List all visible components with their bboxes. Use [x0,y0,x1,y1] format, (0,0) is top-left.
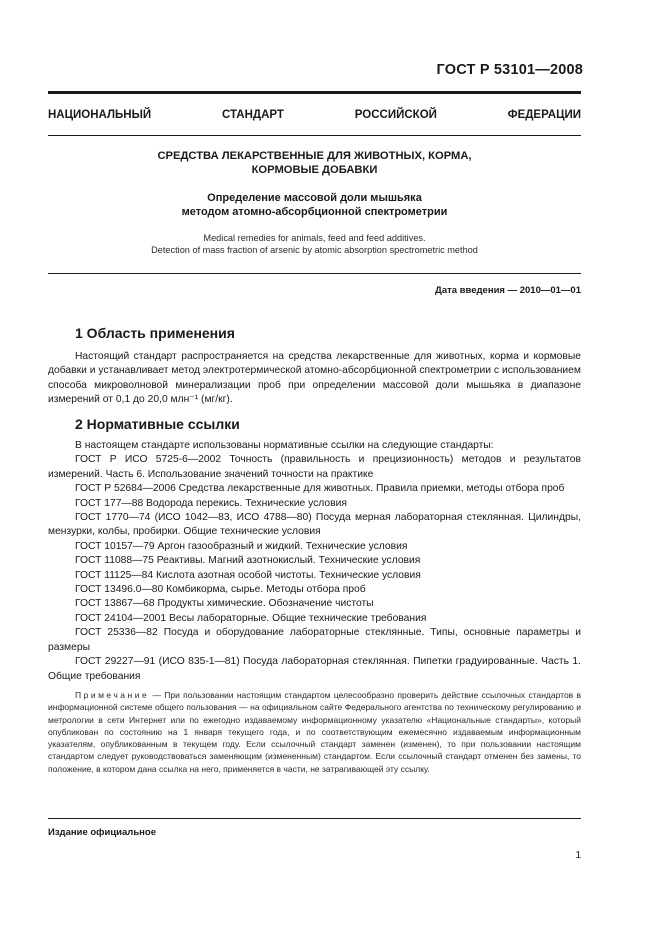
references-intro: В настоящем стандарте использованы нормативные ссылки на следующие стандарты: [75,440,494,451]
standard-number: ГОСТ Р 53101—2008 [436,62,583,78]
national-standard-heading: НАЦИОНАЛЬНЫЙ СТАНДАРТ РОССИЙСКОЙ ФЕДЕРАЦИИ [48,109,581,121]
note-label: Примечание [75,690,150,700]
reference-item: ГОСТ Р 52684—2006 Средства лекарственные для животных. Правила приемки, методы отбора проб [75,483,565,495]
english-title-line-2: Detection of mass fraction of arsenic by atomic absorption spectrometric method [151,245,478,255]
normative-references [48,439,581,684]
reference-item: ГОСТ 11088—75 Реактивы. Магний азотнокислый. Технические условия [75,555,421,567]
official-edition: Издание официальное [48,827,156,838]
reference-item: ГОСТ Р ИСО 5725-6—2002 Точность (правильность и прецизионность) методов и результатов измерений. Часть 6. Использование значений точности на практике [48,454,581,480]
header-rule [48,135,581,136]
reference-item: ГОСТ 24104—2001 Весы лабораторные. Общие технические требования [75,612,427,624]
document-subtitle [48,191,581,219]
english-title-line-1: Medical remedies for animals, feed and feed additives. [203,233,426,243]
section-1-text: Настоящий стандарт распространяется на средства лекарственные для животных, корма и кормовые добавки и устанавливает метод электротермической атомно-абсорбционной спектрометрии с использованием способа микроволновой минерализации проб при определении массовой доли мышьяка в диапазоне измерений от 0,1 до 20,0 млн⁻¹ (мг/кг). [48,351,581,406]
note-block [48,689,581,775]
reference-item: ГОСТ 177—88 Водорода перекись. Технические условия [75,497,347,509]
reference-item: ГОСТ 11125—84 Кислота азотная особой чистоты. Технические условия [75,569,421,581]
note-text: — При пользовании настоящим стандартом целесообразно проверить действие ссылочных стандартов в информационной системе общего пользования — на официальном сайте Федерального агентства по техническому регулированию и метрологии в сети Интернет или по ежегодно издаваемому информационному указателю «Национальные стандарты», который опубликован по состоянию на 1 января текущего года, и по соответствующим ежемесячно издаваемым информационным указателям, опубликованным в текущем году. Если ссылочный стандарт заменен (изменен), то при пользовании настоящим стандартом следует руководствоваться заменяющим (измененным) стандартом. Если ссылочный стандарт отменен без замены, то положение, в котором дана ссылка на него, применяется в части, не затрагивающей эту ссылку. [48,690,581,774]
top-rule [48,91,581,94]
effective-date: Дата введения — 2010—01—01 [435,285,581,296]
subtitle-line-2: методом атомно-абсорбционной спектрометрии [181,206,448,218]
reference-item: ГОСТ 13496.0—80 Комбикорма, сырье. Методы отбора проб [75,584,366,596]
reference-item: ГОСТ 13867—68 Продукты химические. Обозначение чистоты [75,598,374,610]
reference-item: ГОСТ 29227—91 (ИСО 835-1—81) Посуда лабораторная стеклянная. Пипетки градуированные. Часть 1. Общие требования [48,656,581,682]
reference-item: ГОСТ 10157—79 Аргон газообразный и жидкий. Технические условия [75,540,408,552]
footer-rule [48,818,581,819]
subtitle-line-1: Определение массовой доли мышьяка [207,192,422,204]
page-number: 1 [575,850,581,861]
reference-item: ГОСТ 25336—82 Посуда и оборудование лабораторные стеклянные. Типы, основные параметры и размеры [48,627,581,653]
reference-item: ГОСТ 1770—74 (ИСО 1042—83, ИСО 4788—80) Посуда мерная лабораторная стеклянная. Цилиндры, мензурки, колбы, пробирки. Общие технические условия [48,512,581,538]
title-rule [48,273,581,274]
title-line-1: СРЕДСТВА ЛЕКАРСТВЕННЫЕ ДЛЯ ЖИВОТНЫХ, КОРМА, [157,150,472,162]
section-1-heading: 1 Область применения [75,325,235,341]
document-title [48,149,581,177]
english-title [48,232,581,256]
section-2-heading: 2 Нормативные ссылки [75,416,240,432]
title-line-2: КОРМОВЫЕ ДОБАВКИ [251,164,378,176]
